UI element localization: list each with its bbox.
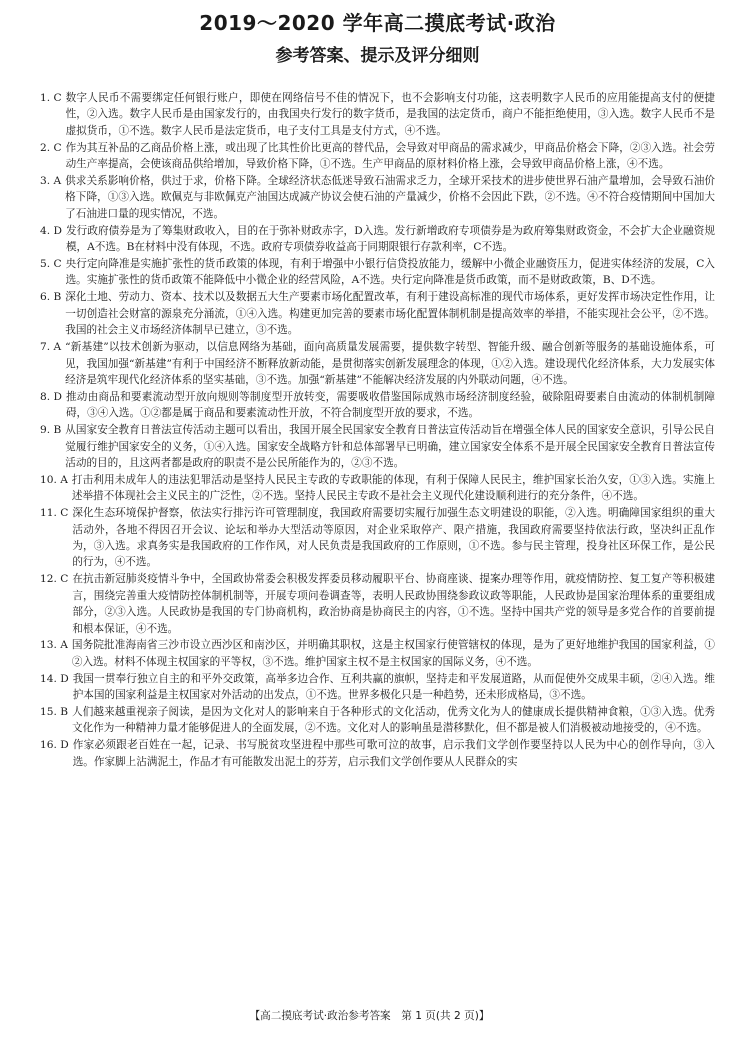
answer-explanation: 人们越来越重视亲子阅读，是因为文化对人的影响来自于各种形式的文化活动，优秀文化为人的健康成长提供精神食粮，①③入选。优秀文化作为一种精神力量才能够促进人的全面发展，②不选。文化对人的影响虽是潜移默化，但不都是被人们消极被动地接受的，④不选。 [72, 706, 715, 735]
answer-explanation: 在抗击新冠肺炎疫情斗争中，全国政协常委会积极发挥委员移动履职平台、协商座谈、提案办理等作用，就疫情防控、复工复产等积极建言，围绕完善重大疫情防控体制机制等，开展专项问卷调查等，表明人民政协围绕参政议政等职能，人民政协是国家治理体系的重要组成部分，②③入选。人民政协是我国的专门协商机构，政治协商是协商民主的内容，①不选。坚持中国共产党的领导是多党合作的首要前提和根本保证，④不选。 [72, 573, 715, 635]
answer-number: 16. D [40, 739, 69, 752]
answer-explanation: 打击利用未成年人的违法犯罪活动是坚持人民民主专政的专政职能的体现，有利于保障人民民主，维护国家长治久安，①③入选。实施上述举措不体现社会主义民主的广泛性，②不选。坚持人民民主专政不是社会主义现代化建设顺利进行的充分条件，④不选。 [71, 473, 715, 503]
answer-item [40, 422, 715, 471]
answer-explanation: 从国家安全教育日普法宣传活动主题可以看出，我国开展全民国家安全教育日普法宣传活动旨在增强全体人民的国家安全意识，引导公民自觉履行维护国家安全的义务，①④入选。国家安全战略方针和总体部署早已明确，建立国家安全体系不是开展全民国家安全教育日普法宣传活动的目的，且这两者都是政府的职责不是公民所能作为的，②③不选。 [65, 424, 715, 469]
answer-number: 14. D [40, 672, 69, 685]
answer-explanation: 我国一贯奉行独立自主的和平外交政策，高举多边合作、互利共赢的旗帜，坚持走和平发展道路，从而促使外交成果丰硕，②④入选。维护本国的国家利益是主权国家对外活动的出发点，①不选。世界多极化只是一种趋势，还未形成格局，③不选。 [72, 672, 715, 702]
answer-item [40, 90, 715, 139]
answer-number: 1. C [40, 92, 62, 104]
answer-item [40, 505, 715, 571]
answer-item [40, 704, 715, 737]
answer-item [40, 289, 715, 338]
answer-item [40, 737, 715, 770]
document-subtitle: 参考答案、提示及评分细则 [275, 46, 480, 66]
answer-explanation: 发行政府债券是为了筹集财政收入，目的在于弥补财政赤字，D入选。发行新增政府专项债券是为政府筹集财政资金，不会扩大企业融资规模，A不选。B在材料中没有体现，不选。政府专项债券收益高于同期限银行存款利率，C不选。 [65, 224, 715, 254]
answer-explanation: 央行定向降准是实施扩张性的货币政策的体现，有利于增强中小银行信贷投放能力，缓解中小微企业融资压力，促进实体经济的发展，C入选。实施扩张性的货币政策不能降低中小微企业的经营风险，A不选。央行定向降准是货币政策，而不是财政政策，B、D不选。 [65, 258, 715, 287]
answer-item [40, 671, 715, 704]
answer-number: 6. B [40, 291, 62, 304]
page-footer: 【高二摸底考试·政治参考答案 第 1 页(共 2 页)】 [249, 1010, 490, 1022]
answer-item [40, 339, 715, 388]
answer-number: 9. B [40, 424, 62, 437]
answer-explanation: 数字人民币不需要绑定任何银行账户，即使在网络信号不佳的情况下，也不会影响支付功能，这表明数字人民币的应用能提高支付的便捷性，②入选。数字人民币是由国家发行的，由我国央行发行的数字货币，是我国的法定货币，商户不能拒绝使用，③入选。数字人民币不是虚拟货币，①不选。数字人民币是法定货币，电子支付工具是支付方式，④不选。 [65, 92, 715, 137]
answer-item [40, 472, 715, 505]
answer-explanation: 推动由商品和要素流动型开放向规则等制度型开放转变，需要吸收借鉴国际成熟市场经济制度经验，破除阻碍要素自由流动的体制机制障碍，③④入选。①②都是属于商品和要素流动性开放，不符合制度型开放的要求，不选。 [65, 390, 715, 420]
answer-number: 12. C [40, 573, 69, 586]
answer-number: 7. A [40, 341, 62, 354]
answer-item [40, 173, 715, 222]
answer-number: 2. C [40, 141, 62, 154]
answer-number: 11. C [40, 507, 69, 520]
answer-number: 13. A [40, 639, 68, 652]
answer-explanation: 供求关系影响价格，供过于求，价格下降。全球经济状态低迷导致石油需求乏力，全球开采技术的进步使世界石油产量增加，会导致石油价格下降，①③入选。欧佩克与非欧佩克产油国达成减产协议会使石油的产量减少，价格不会因此下跌，②不选。④不符合疫情期间中国加大了石油进口量的现实情况，不选。 [65, 175, 715, 220]
answer-item [40, 389, 715, 422]
answer-explanation: 深化生态环境保护督察，依法实行排污许可管理制度，我国政府需要切实履行加强生态文明建设的职能，②入选。明确障国家组织的重大活动外，各地不得因召开会议、论坛和举办大型活动等原因，对企业采取停产、限产措施，我国政府需要坚持依法行政，坚决纠正乱作为，③入选。求真务实是我国政府的工作作风，对人民负责是我国政府的工作原则，①不选。参与民主管理，投身社区环保工作，是公民的行为，④不选。 [72, 507, 715, 569]
answer-number: 3. A [40, 175, 62, 188]
answer-number: 5. C [40, 258, 62, 271]
answer-item [40, 256, 715, 289]
answer-item [40, 637, 715, 670]
answer-explanation: 国务院批准海南省三沙市设立西沙区和南沙区，并明确其职权，这是主权国家行使管辖权的体现，是为了更好地维护我国的国家利益，①②入选。材料不体现主权国家的平等权，③不选。维护国家主权不是主权国家的国际义务，④不选。 [71, 639, 715, 668]
answer-number: 15. B [40, 706, 68, 719]
answer-list [40, 90, 715, 770]
answer-explanation: 深化土地、劳动力、资本、技术以及数据五大生产要素市场化配置改革，有利于建设高标准的现代市场体系，更好发挥市场决定性作用，让一切创造社会财富的源泉充分涌流，①④入选。构建更加完善的要素市场化配置体制机制是提高效率的举措，不能实现社会公平，②不选。我国的社会主义市场经济体制早已建立，③不选。 [65, 291, 715, 337]
answer-number: 10. A [40, 473, 68, 486]
answer-number: 8. D [40, 390, 62, 403]
document-title: 2019～2020 学年高二摸底考试·政治 [199, 11, 556, 35]
answer-explanation: 作为其互补品的乙商品价格上涨，或出现了比其性价比更高的替代品，会导致对甲商品的需求减少，甲商品价格会下降，②③入选。社会劳动生产率提高，会使该商品供给增加，导致价格下降，①不选。生产甲商品的原材料价格上涨，会导致甲商品价格上涨，④不选。 [65, 141, 715, 171]
answer-explanation: 作家必须跟老百姓在一起，记录、书写脱贫攻坚进程中那些可歌可泣的故事，启示我们文学创作要坚持以人民为中心的创作导向，③入选。作家脚上沾满泥土，作品才有可能散发出泥土的芬芳，启示我们文学创作要从人民群众的实 [72, 739, 715, 768]
answer-explanation: “新基建”以技术创新为驱动，以信息网络为基础，面向高质量发展需要，提供数字转型、智能升级、融合创新等服务的基础设施体系，可见，我国加强“新基建”有利于中国经济不断释放新动能，是贯彻落实创新发展理念的体现，①②入选。建设现代化经济体系，大力发展实体经济是筑牢现代化经济体系的坚实基础，③不选。加强“新基建”不能解决经济发展的内外联动问题，④不选。 [65, 341, 715, 386]
answer-item [40, 571, 715, 637]
answer-item [40, 140, 715, 173]
answer-number: 4. D [40, 224, 62, 237]
answer-item [40, 223, 715, 256]
